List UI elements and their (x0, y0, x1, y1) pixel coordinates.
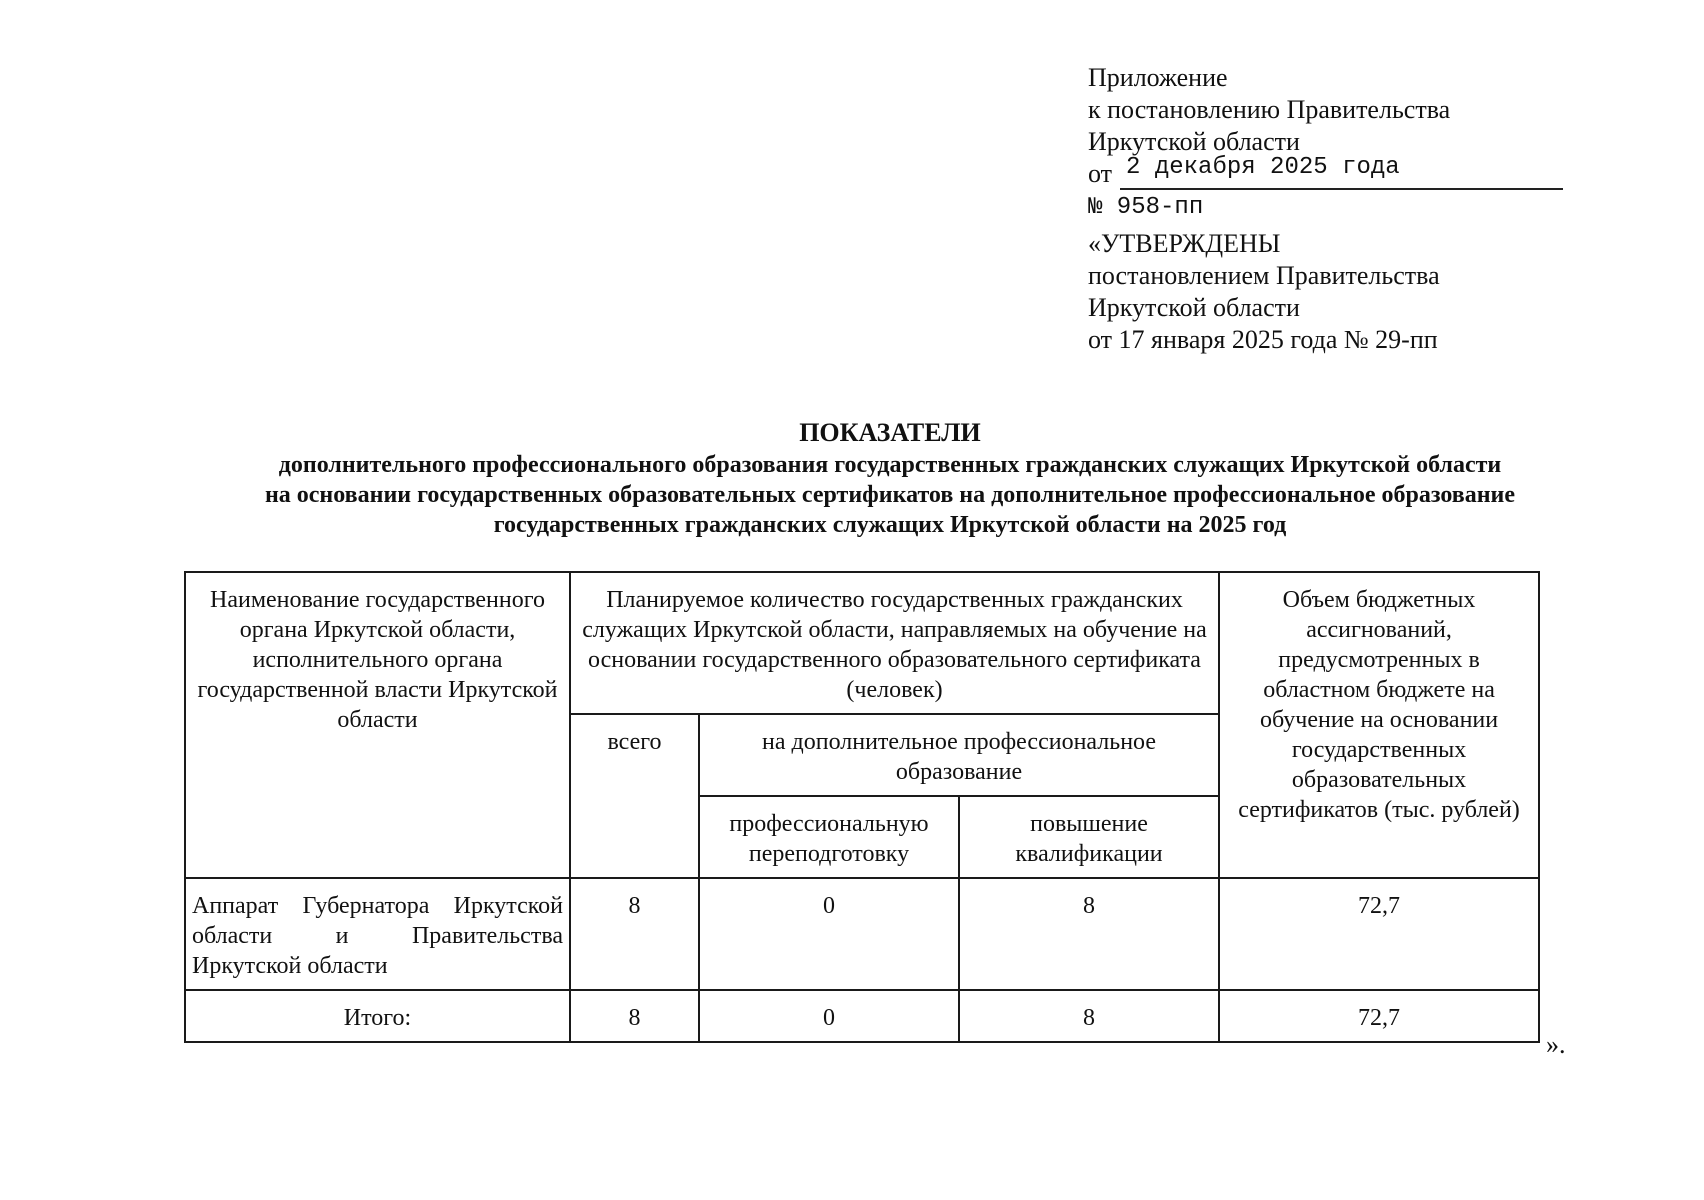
appendix-date-line (1088, 154, 1563, 190)
header-qualification: повышение квалификации (959, 796, 1219, 878)
indicators-table (184, 571, 1540, 1043)
cell-qualification: 8 (959, 878, 1219, 990)
date-fill-line (1120, 154, 1563, 190)
approved-block (1088, 228, 1563, 356)
date-prefix: от (1088, 159, 1113, 188)
summary-row (185, 990, 1539, 1042)
header-planned: Планируемое количество государственных гражданских служащих Иркутской области, направляемых на обучение на основании государственного образовательного сертификата (человек) (570, 572, 1219, 714)
title-main: ПОКАЗАТЕЛИ (799, 418, 981, 447)
appendix-line: к постановлению Правительства (1088, 95, 1451, 124)
summary-qualification: 8 (959, 990, 1219, 1042)
summary-budget: 72,7 (1219, 990, 1539, 1042)
cell-total: 8 (570, 878, 699, 990)
cell-budget: 72,7 (1219, 878, 1539, 990)
header-total: всего (570, 714, 699, 878)
closing-quote: ». (1546, 1030, 1566, 1059)
summary-label: Итого: (185, 990, 570, 1042)
title-line: на основании государственных образовательных сертификатов на дополнительное профессиональное образование (264, 482, 1516, 508)
table-row (185, 878, 1539, 990)
title-line: дополнительного профессионального образования государственных гражданских служащих Иркутской области (278, 452, 1502, 478)
header-retraining: профессиональную переподготовку (699, 796, 959, 878)
appendix-header (1088, 62, 1563, 356)
summary-retraining: 0 (699, 990, 959, 1042)
appendix-line: Приложение (1088, 63, 1228, 92)
header-budget: Объем бюджетных ассигнований, предусмотренных в областном бюджете на обучение на основании государственных образовательных сертификатов (тыс. рублей) (1219, 572, 1539, 878)
header-row (185, 572, 1539, 714)
title-line: государственных гражданских служащих Иркутской области на 2025 год (493, 512, 1287, 538)
cell-retraining: 0 (699, 878, 959, 990)
appendix-line: Иркутской области (1088, 127, 1300, 156)
approved-line: постановлением Правительства (1088, 261, 1440, 290)
approved-line: «УТВЕРЖДЕНЫ (1088, 229, 1281, 258)
date-typed: 2 декабря 2025 года (1126, 154, 1400, 181)
approved-line: Иркутской области (1088, 293, 1300, 322)
header-dpo: на дополнительное профессиональное образование (699, 714, 1219, 796)
summary-total: 8 (570, 990, 699, 1042)
document-number: № 958-пп (1088, 194, 1204, 221)
approved-line: от 17 января 2025 года № 29-пп (1088, 325, 1438, 354)
document-title (180, 418, 1600, 540)
cell-name: Аппарат Губернатора Иркутской области и Правительства Иркутской области (185, 878, 570, 990)
header-name: Наименование государственного органа Иркутской области, исполнительного органа государственной власти Иркутской области (185, 572, 570, 878)
